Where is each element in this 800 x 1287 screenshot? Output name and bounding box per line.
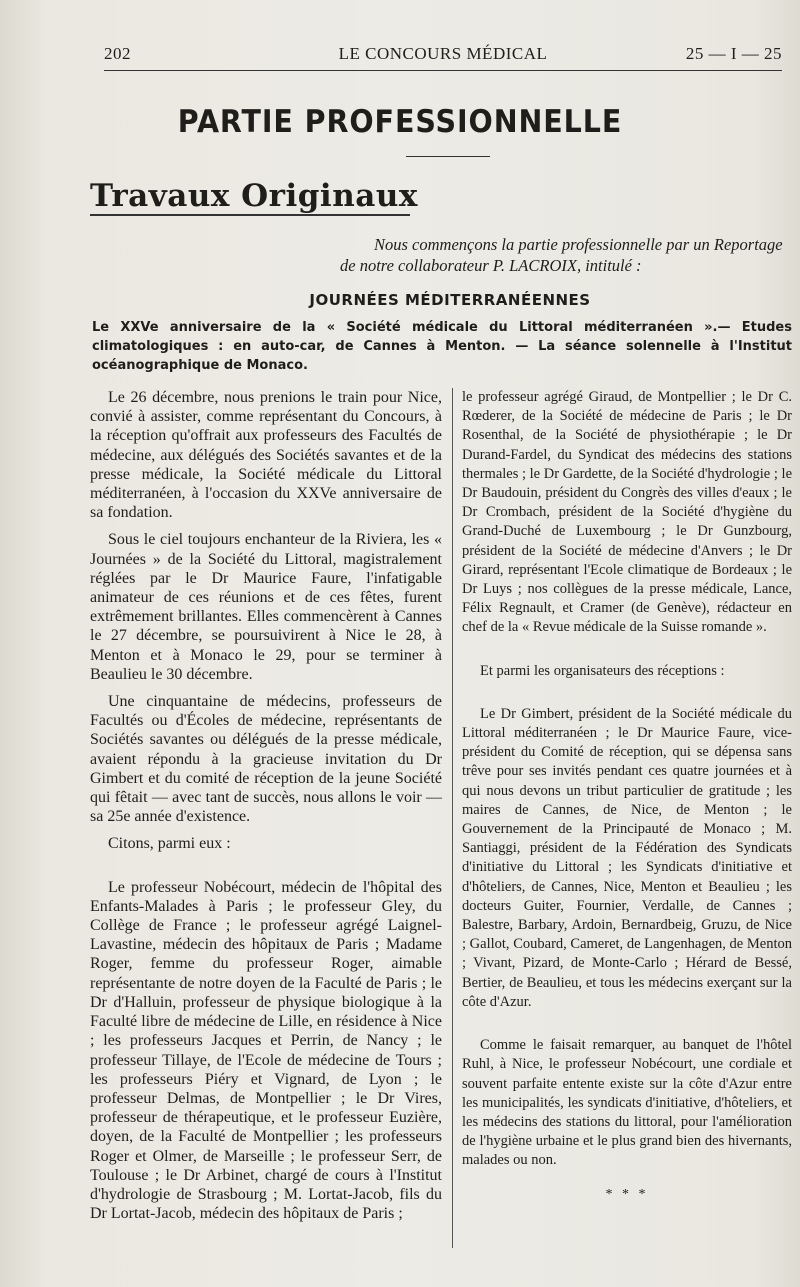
intro-note — [340, 234, 792, 276]
intro-line-1: Nous commençons la partie professionnelle par un Reportage — [374, 235, 783, 254]
article-title: JOURNÉES MÉDITERRANÉENNES — [309, 291, 591, 309]
section-divider — [406, 156, 490, 157]
running-header — [104, 44, 782, 68]
paragraph: Et parmi les organisateurs des réceptions : — [480, 662, 725, 679]
paragraph: Une cinquantaine de médecins, professeurs de Facultés ou d'Écoles de médecine, représentants de Sociétés savantes ou délégués de la presse médicale, avaient répondu à la gracieuse invitation du Dr Gimbert et du comité de réception de la jeune Société qui fêtait — avec tant de succès, nous allons le voir — sa 25e année d'existence. — [90, 693, 442, 826]
paragraph: Le professeur Nobécourt, médecin de l'hôpital des Enfants-Malades à Paris ; le professeur Gley, du Collège de France ; le professeur agrégé Laignel-Lavastine, médecin des hôpitaux de Paris ; Madame Roger, femme du professeur Roger, aimable représentante de notre doyen de la Faculté de Paris ; le Dr d'Halluin, professeur de physique biologique à la Faculté libre de médecine de Lille, en résidence à Nice ; les professeurs Jacques et Perrin, de Nancy ; le professeur Tillaye, de l'Ecole de médecine de Tours ; les professeurs Piéry et Vignard, de Lyon ; le professeur Delmas, de Montpellier ; le Dr Vires, professeur de thérapeutique, et le professeur Euzière, doyen, de la Faculté de Montpellier ; les professeurs Roger et Olmer, de Marseille ; le professeur Serr, de Toulouse ; le Dr Arbinet, chargé de cours à l'Institut d'hydrologie de Strasbourg ; M. Lortat-Jacob, fils du Dr Lortat-Jacob, médecin des hôpitaux de Paris ; — [90, 878, 442, 1223]
right-column — [462, 388, 792, 1204]
issue-date: 25 — I — 25 — [685, 44, 782, 63]
subsection-title: Travaux Originaux — [90, 178, 418, 214]
journal-title: LE CONCOURS MÉDICAL — [338, 44, 548, 63]
article-summary: Le XXVe anniversaire de la « Société médicale du Littoral méditerranéen ».— Etudes climatologiques : en auto-car, de Cannes à Menton. — La séance solennelle à l'Institut océanographique de Monaco. — [92, 320, 792, 373]
page-number: 202 — [104, 44, 131, 63]
section-title: PARTIE PROFESSIONNELLE — [177, 104, 623, 140]
section-separator: * * * — [605, 1186, 649, 1202]
header-divider — [104, 70, 782, 71]
subsection-underline — [90, 214, 410, 216]
paragraph: Le 26 décembre, nous prenions le train pour Nice, convié à assister, comme représentant du Concours, à la réception qu'offrait aux professeurs des Facultés de médecine, aux délégués des Sociétés savantes et de la presse médicale, la Société médicale du Littoral méditerranéen, à l'occasion du XXVe anniversaire de sa fondation. — [90, 389, 442, 522]
intro-line-2: de notre collaborateur P. LACROIX, intitulé : — [340, 256, 642, 275]
column-divider — [452, 388, 453, 1248]
paragraph: Le Dr Gimbert, président de la Société médicale du Littoral méditerranéen ; le Dr Maurice Faure, vice-président du Comité de réception, qui se dépensa sans trêve pour ses invités pendant ces quatre journées et à qui nous devons un tribut particulier de gratitude ; les maires de Cannes, de Nice, de Menton ; le Gouvernement de la Principauté de Monaco ; M. Santiaggi, président de la Fédération des Syndicats d'initiative du Littoral ; les Syndicats d'initiative et d'hôteliers, de Cannes, Nice, Menton et Beaulieu ; les docteurs Guiter, Fournier, Verdalle, de Cannes ; Balestre, Barbary, Ardoin, Bernardbeig, Gruzu, de Nice ; Gallot, Coubard, Cameret, de Langenhagen, de Menton ; Vivant, Pizard, de Monte-Carlo ; Hérard de Bessé, Bertier, de Beaulieu, et tous les médecins exerçant sur la côte d'Azur. — [462, 705, 792, 1010]
paragraph: Citons, parmi eux : — [108, 835, 231, 853]
paragraph: le professeur agrégé Giraud, de Montpellier ; le Dr C. Rœderer, de la Société de médecine de Paris ; le Dr Rosenthal, de la Société de physiothérapie ; le Dr Durand-Fardel, du Syndicat des médecins des stations thermales ; le Dr Gardette, de la Société d'hydrologie ; le Dr Baudouin, président du Congrès des villes d'eaux ; le Dr Crombach, président de la Société d'hygiène du Grand-Duché de Luxembourg ; le Dr Gunzbourg, président de la Société de médecine d'Anvers ; le Dr Girard, représentant l'Ecole climatique de Bordeaux ; le Dr Luys ; nos collègues de la presse médicale, Lance, Félix Regnault, et Cramer (de Genève), rédacteur en chef de la « Revue médicale de la Suisse romande ». — [462, 389, 792, 636]
left-column — [90, 388, 442, 1231]
paragraph: Comme le faisait remarquer, au banquet de l'hôtel Ruhl, à Nice, le professeur Nobécourt, une cordiale et souvent parfaite entente existe sur la côte d'Azur entre les municipalités, les syndicats d'initiative, d'hôteliers, et les médecins des stations du littoral, pour l'amélioration de l'hygiène urbaine et le plus grand bien des hivernants, malades ou non. — [462, 1037, 792, 1169]
paragraph: Sous le ciel toujours enchanteur de la Riviera, les « Journées » de la Société du Littoral, magistralement réglées par le Dr Maurice Faure, l'infatigable animateur de ces réunions et de ces fêtes, furent extrêmement brillantes. Elles commencèrent à Cannes le 27 décembre, se poursuivirent à Nice le 28, à Menton et à Monaco le 29, pour se terminer à Beaulieu le 30 décembre. — [90, 531, 442, 683]
